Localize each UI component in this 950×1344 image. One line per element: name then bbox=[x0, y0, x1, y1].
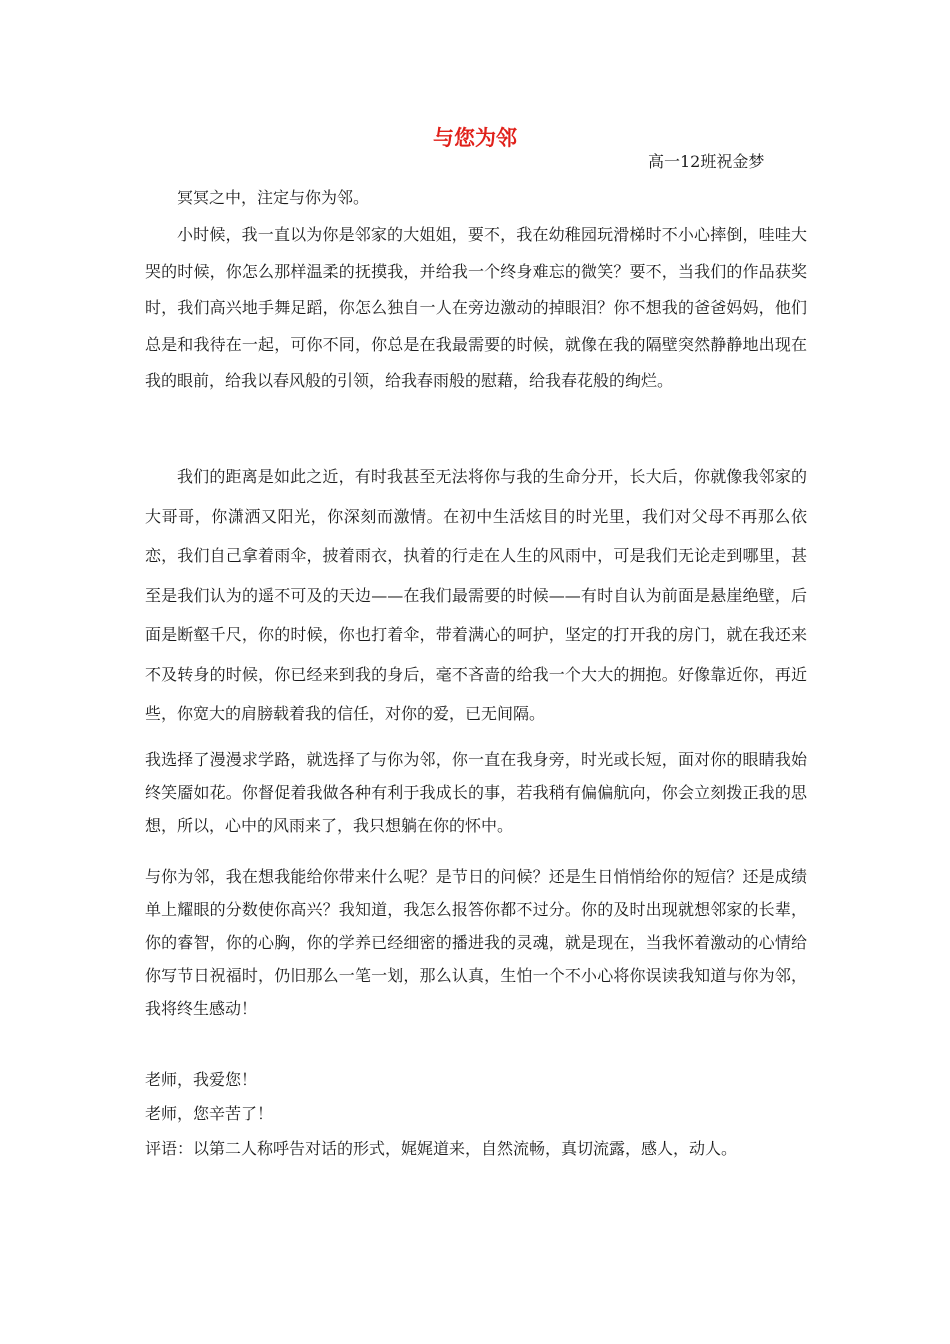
paragraph-opening: 冥冥之中，注定与你为邻。 bbox=[177, 188, 370, 207]
author-line: 高一12班祝金梦 bbox=[648, 152, 765, 171]
document-title: 与您为邻 bbox=[433, 126, 517, 150]
paragraph-neighbor: 与你为邻，我在想我能给你带来什么呢？是节日的问候？还是生日悄悄给你的短信？还是成绩单上耀眼的分数使你高兴？我知道，我怎么报答你都不过分。你的及时出现就想邻家的长辈，你的睿智，你的心胸，你的学养已经细密的播进我的灵魂，就是现在，当我怀着激动的心情给你写节日祝福时，仍旧那么一笔一划，那么认真，生怕一个不小心将你误读我知道与你为邻，我将终生感动！ bbox=[145, 867, 807, 1018]
comment-line: 评语：以第二人称呼告对话的形式，娓娓道来，自然流畅，真切流露，感人，动人。 bbox=[145, 1139, 738, 1158]
paragraph-childhood: 小时候，我一直以为你是邻家的大姐姐，要不，我在幼稚园玩滑梯时不小心摔倒，哇哇大哭的时候，你怎么那样温柔的抚摸我，并给我一个终身难忘的微笑？要不，当我们的作品获奖时，我们高兴地手舞足蹈，你怎么独自一人在旁边激动的掉眼泪？你不想我的爸爸妈妈，他们总是和我待在一起，可你不同，你总是在我最需要的时候，就像在我的隔壁突然静静地出现在我的眼前，给我以春风般的引领，给我春雨般的慰藉，给我春花般的绚烂。 bbox=[145, 225, 807, 391]
line-love-teacher: 老师，我爱您！ bbox=[145, 1070, 258, 1089]
paragraph-study-path: 我选择了漫漫求学路，就选择了与你为邻，你一直在我身旁，时光或长短，面对你的眼睛我始终笑靥如花。你督促着我做各种有利于我成长的事，若我稍有偏偏航向，你会立刻拨正我的思想，所以，心中的风雨来了，我只想躺在你的怀中。 bbox=[145, 750, 807, 835]
paragraph-growing-up: 我们的距离是如此之近，有时我甚至无法将你与我的生命分开，长大后，你就像我邻家的大哥哥，你潇洒又阳光，你深刻而激情。在初中生活炫目的时光里，我们对父母不再那么依恋，我们自己拿着雨伞，披着雨衣，执着的行走在人生的风雨中，可是我们无论走到哪里，甚至是我们认为的遥不可及的天边——在我们最需要的时候——有时自认为前面是悬崖绝壁，后面是断壑千尺，你的时候，你也打着伞，带着满心的呵护，坚定的打开我的房门，就在我还来不及转身的时候，你已经来到我的身后，毫不吝啬的给我一个大大的拥抱。好像靠近你，再近些，你宽大的肩膀载着我的信任，对你的爱，已无间隔。 bbox=[145, 467, 807, 723]
line-thanks-teacher: 老师，您辛苦了！ bbox=[145, 1104, 274, 1123]
